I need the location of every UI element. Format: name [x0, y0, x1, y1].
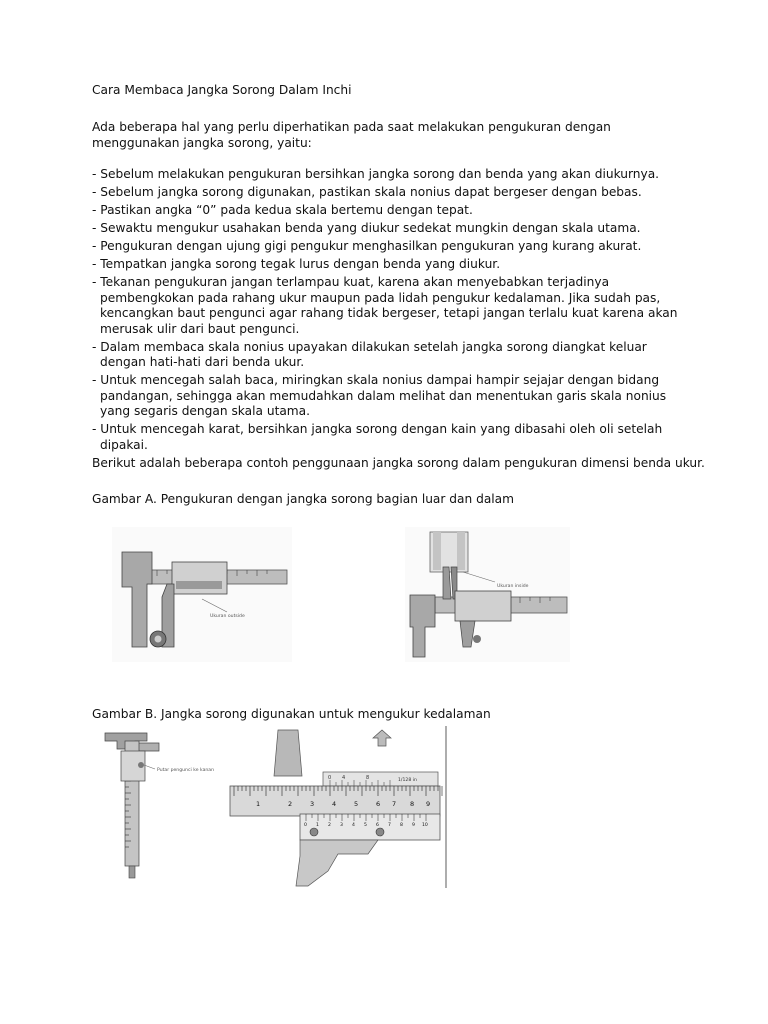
- list-item: - Untuk mencegah karat, bersihkan jangka sorong dengan kain yang dibasahi oleh oli setelah dipakai.: [92, 422, 663, 453]
- nonius-scale-number: 1: [316, 823, 319, 828]
- list-item: - Untuk mencegah salah baca, miringkan skala nonius dampai hampir sejajar dengan bidang pandangan, sehingga akan memudahkan dalam melihat dan menentukan garis skala nonius yang segaris dengan skala utama.: [92, 373, 667, 419]
- nonius-scale-number: 6: [376, 823, 379, 828]
- nonius-scale-number: 7: [388, 823, 391, 828]
- list-item: - Sewaktu mengukur usahakan benda yang diukur sedekat mungkin dengan skala utama.: [92, 220, 641, 235]
- list-item: - Dalam membaca skala nonius upayakan dilakukan setelah jangka sorong diangkat keluar dengan hati-hati dari benda ukur.: [92, 339, 647, 370]
- inner-label: Ukuran inside: [497, 584, 529, 589]
- nonius-scale-number: 0: [304, 823, 307, 828]
- nonius-scale-number: 8: [400, 823, 403, 828]
- depth-label: Putar pengunci ke kanan: [157, 768, 215, 773]
- document-title: Cara Membaca Jangka Sorong Dalam Inchi: [92, 83, 352, 97]
- figure-a-outside-measurement: [112, 527, 292, 662]
- main-scale-number: 4: [332, 800, 337, 808]
- list-item: - Sebelum melakukan pengukuran bersihkan jangka sorong dan benda yang akan diukurnya.: [92, 167, 660, 181]
- main-scale-number: 2: [288, 800, 293, 808]
- figure-a-inside-measurement: [405, 527, 570, 662]
- outro-paragraph: Berikut adalah beberapa contoh penggunaan jangka sorong dalam pengukuran dimensi benda ukur.: [92, 456, 705, 470]
- list-item: - Tekanan pengukuran jangan terlampau kuat, karena akan menyebabkan terjadinya pembengkokan pada rahang ukur maupun pada lidah pengukur kedalaman. Jika sudah pas, kencangkan baut pengunci agar rahang tidak bergeser, tetapi jangan terlalu kuat karena akan merusak ulir dari baut pengunci.: [92, 274, 678, 336]
- nonius-scale-number: 10: [422, 823, 428, 828]
- outer-label: Ukuran outside: [210, 614, 245, 619]
- intro-paragraph: Ada beberapa hal yang perlu diperhatikan pada saat melakukan pengukuran dengan menggunakan jangka sorong, yaitu:: [92, 120, 611, 150]
- list-item: - Tempatkan jangka sorong tegak lurus dengan benda yang diukur.: [92, 256, 501, 271]
- scale-top-8: 8: [366, 775, 370, 781]
- nonius-scale-number: 4: [352, 823, 355, 828]
- figure-b-depth-caliper: [97, 729, 222, 879]
- list-item: - Sebelum jangka sorong digunakan, pastikan skala nonius dapat bergeser dengan bebas.: [92, 184, 642, 199]
- main-scale-number: 7: [392, 800, 397, 808]
- scale-unit: 1/128 in: [398, 778, 417, 783]
- nonius-scale-number: 2: [328, 823, 331, 828]
- main-scale-number: 6: [376, 800, 381, 808]
- nonius-scale-number: 5: [364, 823, 367, 828]
- main-scale-number: 3: [310, 800, 315, 808]
- scale-top-4: 4: [342, 775, 346, 781]
- caption-figure-b: Gambar B. Jangka sorong digunakan untuk mengukur kedalaman: [92, 707, 491, 721]
- nonius-scale-number: 3: [340, 823, 343, 828]
- list-item: - Pengukuran dengan ujung gigi pengukur menghasilkan pengukuran yang kurang akurat.: [92, 238, 642, 253]
- caption-figure-a: Gambar A. Pengukuran dengan jangka sorong bagian luar dan dalam: [92, 492, 515, 506]
- main-scale-number: 8: [410, 800, 415, 808]
- main-scale-number: 9: [426, 800, 431, 808]
- figure-b-scale-closeup: [228, 726, 450, 888]
- list-item: - Pastikan angka “0” pada kedua skala bertemu dengan tepat.: [92, 202, 473, 217]
- nonius-scale-number: 9: [412, 823, 415, 828]
- main-scale-number: 5: [354, 800, 359, 808]
- scale-top-0: 0: [328, 775, 332, 781]
- main-scale-number: 1: [256, 800, 261, 808]
- tips-list: [92, 167, 692, 456]
